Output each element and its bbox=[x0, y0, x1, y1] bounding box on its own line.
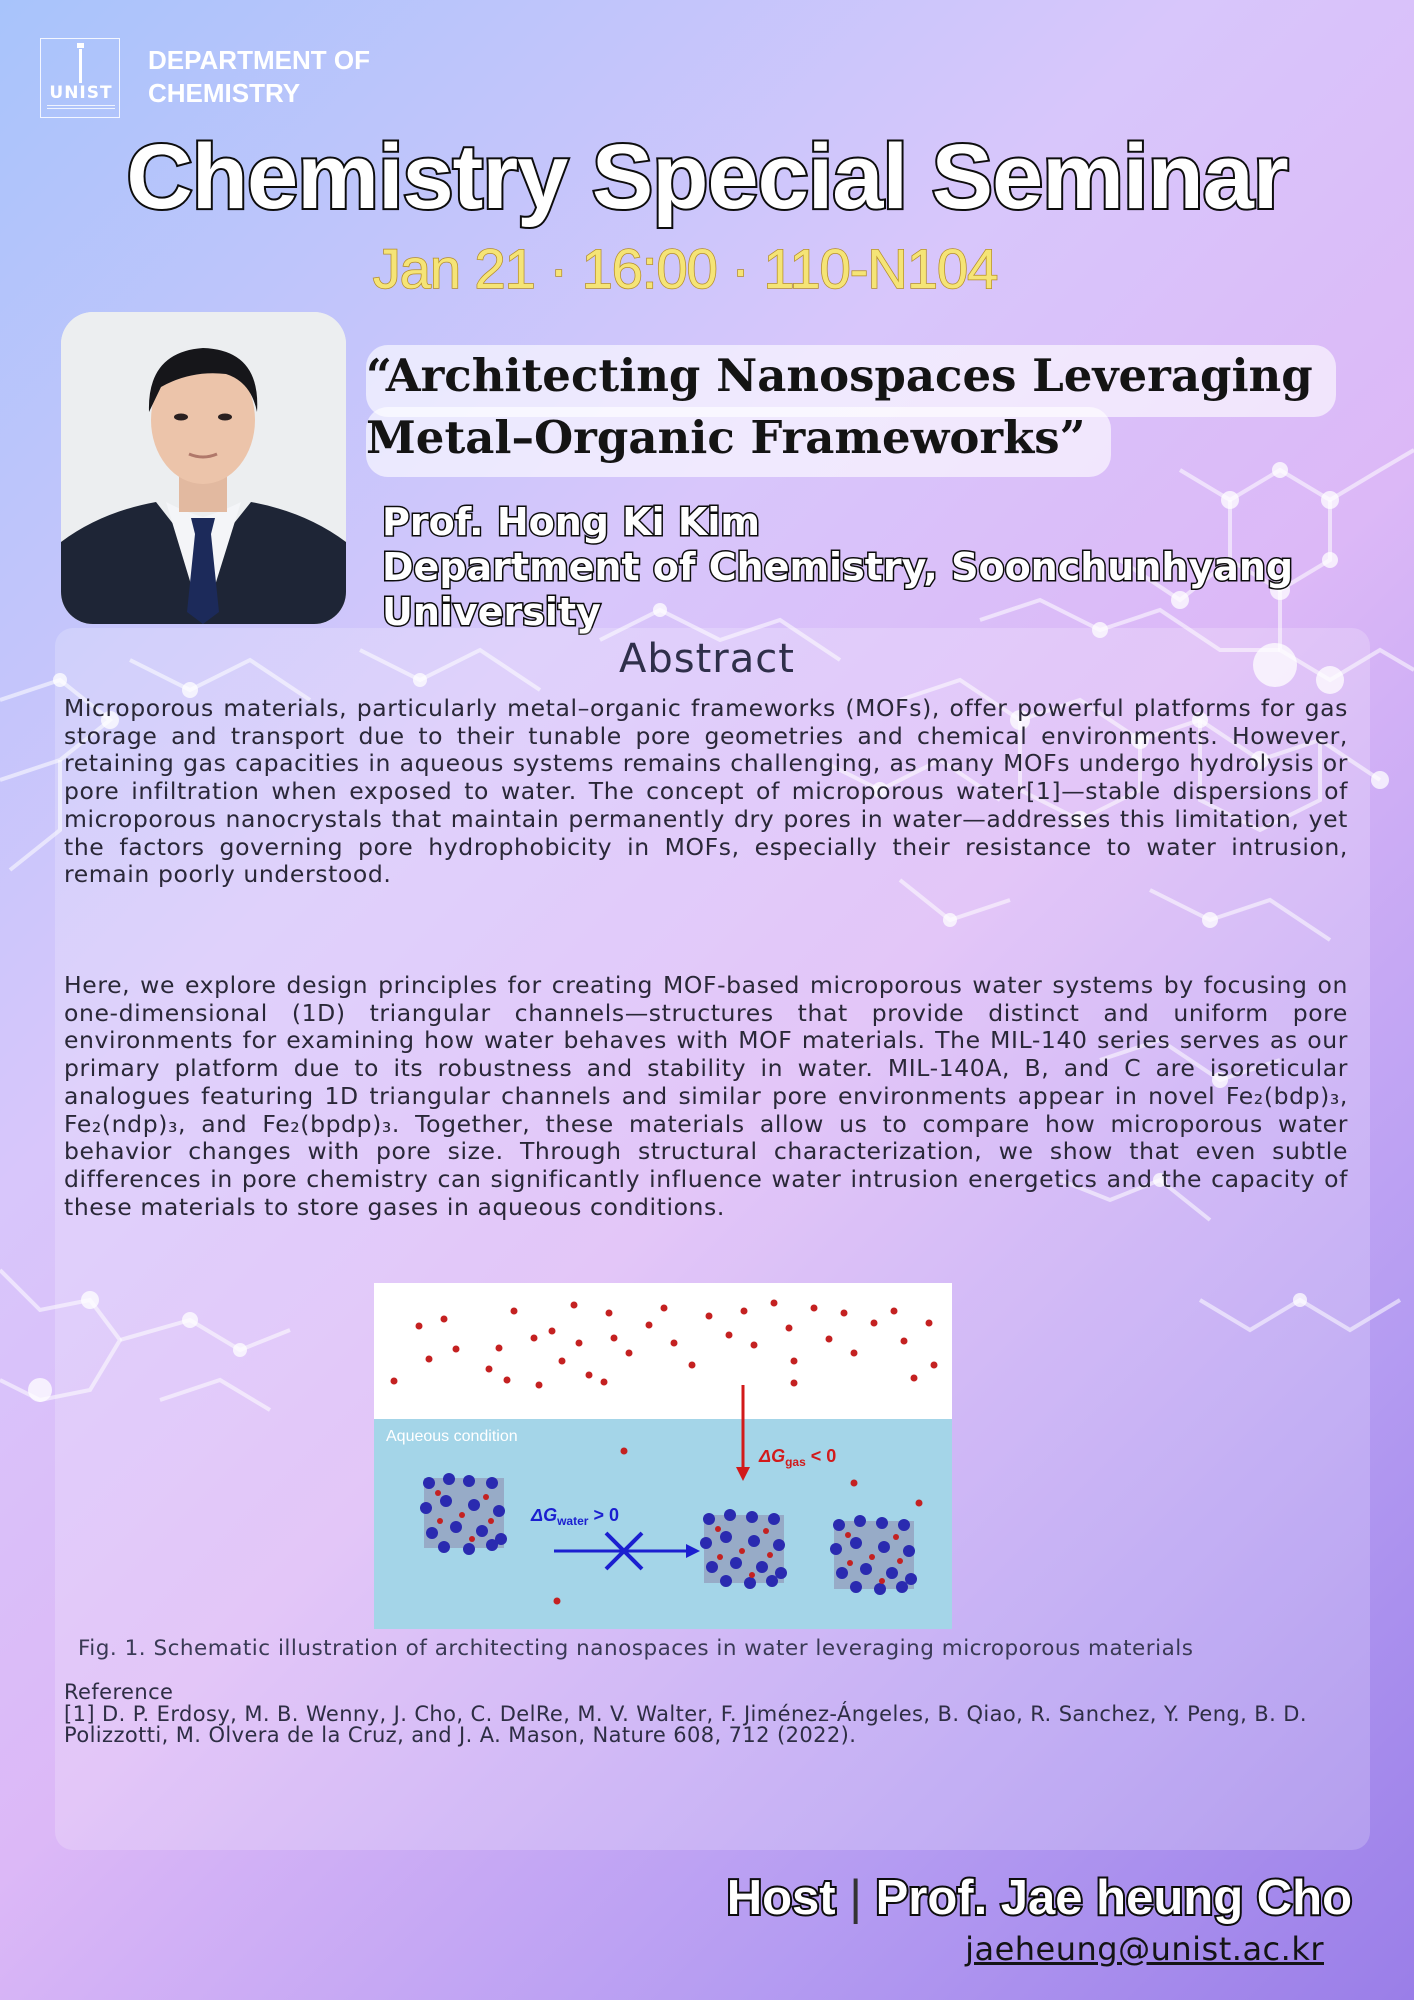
delta-g-water-relation: > 0 bbox=[588, 1505, 619, 1525]
reference-section bbox=[64, 1682, 1354, 1747]
speaker-affiliation-line-2: University bbox=[382, 590, 601, 634]
delta-g-water-symbol: ΔG bbox=[531, 1505, 558, 1525]
logo-wordmark: UNIST bbox=[49, 83, 113, 103]
figure-drawing bbox=[374, 1283, 952, 1629]
speaker-photo bbox=[61, 312, 346, 624]
aqueous-condition-label: Aqueous condition bbox=[386, 1428, 518, 1445]
host-name: Prof. Jae heung Cho bbox=[875, 1871, 1352, 1925]
delta-g-gas-symbol: ΔG bbox=[759, 1446, 786, 1466]
host-email-link[interactable]: jaeheung@unist.ac.kr bbox=[965, 1930, 1324, 1968]
date-time-location: Jan 21 · 16:00 · 110-N104 bbox=[372, 237, 998, 300]
reference-heading: Reference bbox=[64, 1680, 174, 1704]
speaker-portrait bbox=[61, 312, 346, 624]
department-line-2: CHEMISTRY bbox=[148, 78, 301, 108]
talk-title: “Architecting Nanospaces Leveraging Metal–Organic Frameworks” bbox=[366, 349, 1313, 464]
abstract-paragraph-1 bbox=[64, 695, 1348, 889]
department-line-1: DEPARTMENT OF bbox=[148, 45, 370, 75]
host-separator: | bbox=[849, 1871, 862, 1925]
mof-crystal-right bbox=[830, 1515, 917, 1595]
logo-i-bar bbox=[79, 49, 82, 83]
delta-g-gas-subscript: gas bbox=[785, 1455, 806, 1469]
department-label bbox=[148, 44, 370, 110]
host-line bbox=[727, 1870, 1352, 1926]
abstract-heading: Abstract bbox=[619, 636, 795, 682]
talk-title-box bbox=[366, 345, 1336, 477]
unist-logo bbox=[40, 38, 120, 118]
delta-g-gas-relation: < 0 bbox=[805, 1446, 837, 1466]
mof-crystal-center bbox=[700, 1509, 787, 1589]
abstract-paragraph-2 bbox=[64, 972, 1348, 1221]
speaker-info bbox=[382, 500, 1293, 635]
abstract-paragraph-1-text: Microporous materials, particularly metal–organic frameworks (MOFs), offer powerful platforms for gas storage and transport due to their tunable pore geometries and chemical environments. However, retaining gas capacities in aqueous systems remains challenging, as many MOFs undergo hydrolysis or pore infiltration when exposed to water. The concept of microporous water[1]—stable dispersions of microporous nanocrystals that maintain permanently dry pores in water—addresses this limitation, yet the factors governing pore hydrophobicity in MOFs, especially their resistance to water intrusion, remain poorly understood. bbox=[64, 694, 1348, 889]
reference-entry: [1] D. P. Erdosy, M. B. Wenny, J. Cho, C. DelRe, M. V. Walter, F. Jiménez-Ángeles, B. Qiao, R. Sanchez, Y. Peng, B. D. Polizzotti, M. Olvera de la Cruz, and J. A. Mason, Nature 608, 712 (2022). bbox=[64, 1701, 1307, 1747]
mof-crystal-left bbox=[420, 1473, 507, 1555]
figure-schematic bbox=[374, 1283, 952, 1629]
speaker-name: Prof. Hong Ki Kim bbox=[382, 500, 760, 544]
abstract-paragraph-2-text: Here, we explore design principles for creating MOF-based microporous water systems by focusing on one-dimensional (1D) triangular channels—structures that provide distinct and uniform pore environments for examining how water behaves with MOF materials. The MIL-140 series serves as our primary platform due to its robustness and stability in water. MIL-140A, B, and C are isoreticular analogues featuring 1D triangular channels and similar pore environments appear in novel Fe₂(bdp)₃, Fe₂(ndp)₃, and Fe₂(bpdp)₃. Together, these materials allow us to compare how microporous water behavior changes with pore size. Through structural characterization, we show that even subtle differences in pore chemistry can significantly influence water intrusion energetics and the capacity of these materials to store gases in aqueous conditions. bbox=[64, 971, 1348, 1221]
logo-i-dot bbox=[77, 43, 84, 48]
logo-subline bbox=[47, 105, 115, 109]
seminar-title: Chemistry Special Seminar bbox=[126, 126, 1288, 228]
delta-g-water-subscript: water bbox=[557, 1514, 589, 1528]
host-label: Host bbox=[726, 1871, 836, 1925]
speaker-affiliation-line-1: Department of Chemistry, Soonchunhyang bbox=[382, 545, 1294, 589]
figure-caption: Fig. 1. Schematic illustration of architecting nanospaces in water leveraging microporous materials bbox=[78, 1636, 1194, 1661]
